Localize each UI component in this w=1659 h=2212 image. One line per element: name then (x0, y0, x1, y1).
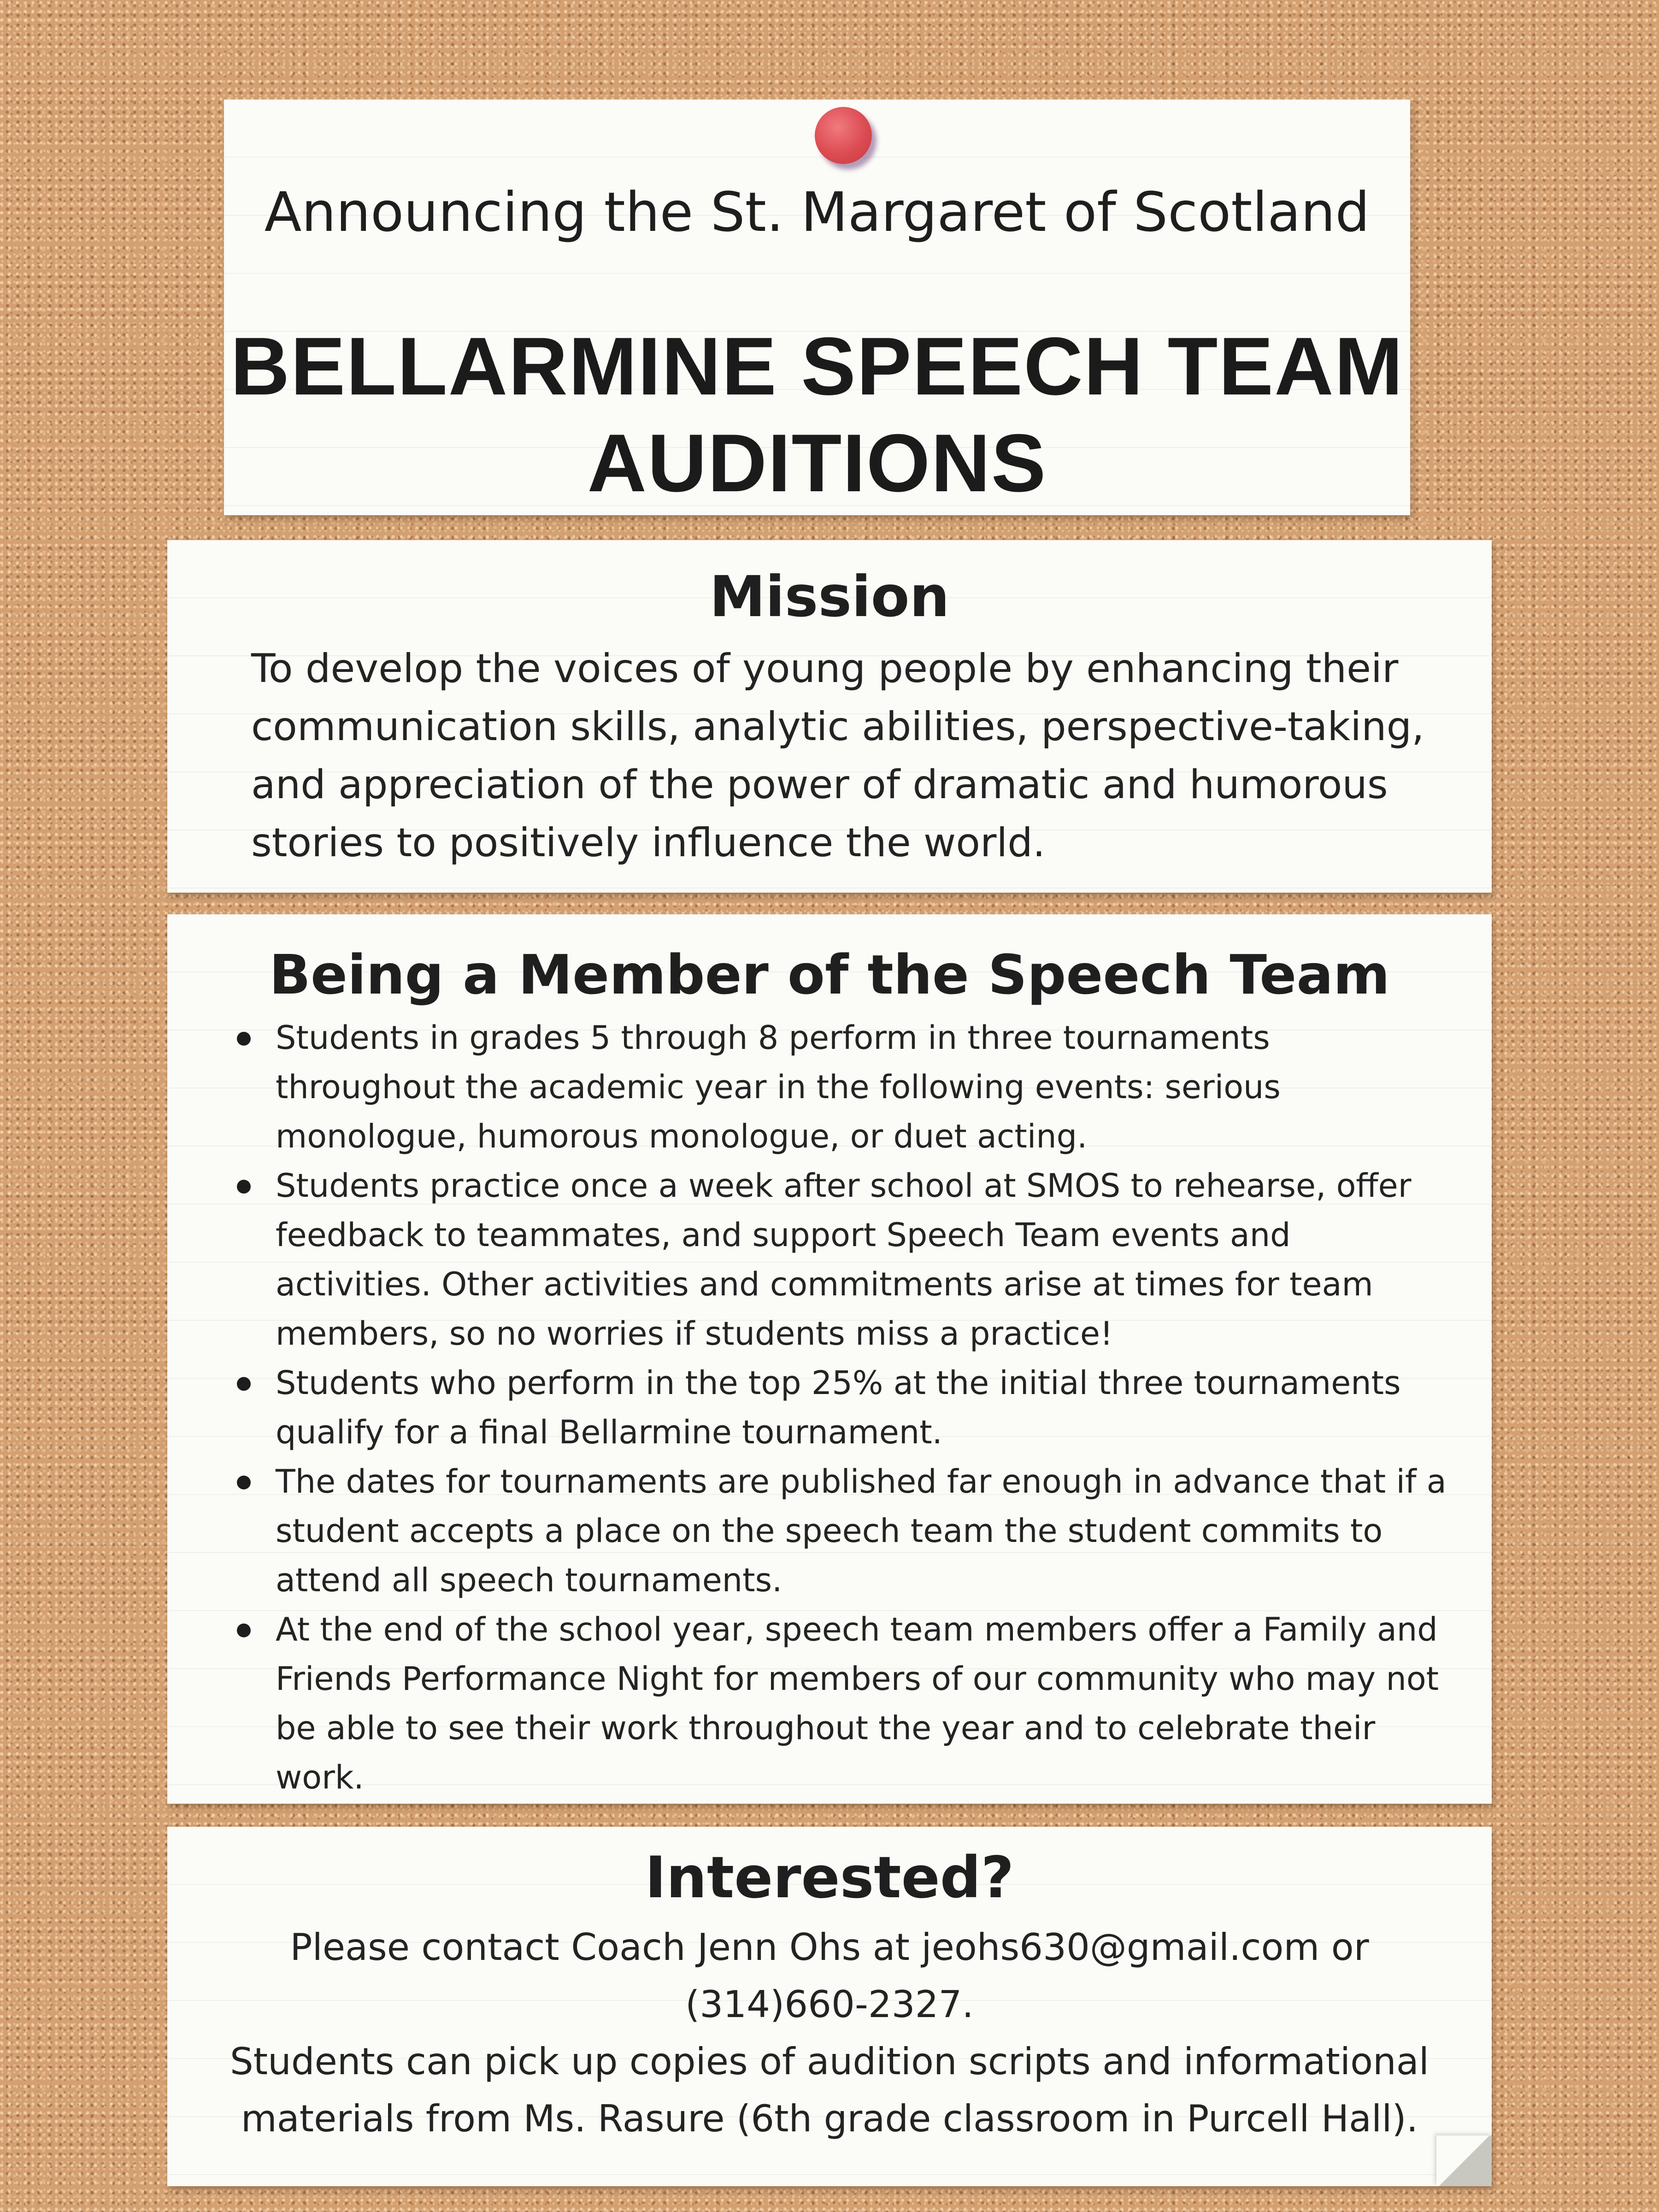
email-link[interactable]: jeohs630@gmail.com (921, 1926, 1320, 1969)
pickup-info: Students can pick up copies of audition scripts and informational materials from Ms. Rasure (6th grade classroom in Purcell Hall). (230, 2040, 1429, 2140)
contact-prefix: Please contact Coach Jenn Ohs at (290, 1926, 922, 1969)
contact-info (167, 1919, 1492, 2147)
announcement-subtitle: Announcing the St. Margaret of Scotland (264, 180, 1370, 244)
list-item: Students who perform in the top 25% at the initial three tournaments qualify for a final Bellarmine tournament. (276, 1359, 1455, 1457)
list-item: The dates for tournaments are published far enough in advance that if a student accepts a place on the speech team the student commits to attend all speech tournaments. (276, 1457, 1455, 1605)
phone-number[interactable]: (314)660-2327. (685, 1983, 974, 2026)
page-title: BELLARMINE SPEECH TEAM AUDITIONS (230, 320, 1404, 509)
list-item: Students practice once a week after school at SMOS to rehearse, offer feedback to teammates, and support Speech Team events and activities. Other activities and commitments arise at times for team members, so no worries if students miss a practice! (276, 1161, 1455, 1359)
mission-statement: To develop the voices of young people by enhancing their communication skills, analytic abilities, perspective-taking, and appreciation of the power of dramatic and humorous stories to positively influence the world. (251, 646, 1424, 866)
list-item: Students in grades 5 through 8 perform in three tournaments throughout the academic year in the following events: serious monologue, humorous monologue, or duet acting. (276, 1013, 1455, 1161)
member-heading: Being a Member of the Speech Team (269, 943, 1390, 1006)
mission-heading: Mission (709, 564, 950, 629)
contact-or: or (1319, 1926, 1369, 1969)
red-push-pin-icon (815, 107, 872, 164)
interested-heading: Interested? (645, 1845, 1014, 1911)
list-item: At the end of the school year, speech team members offer a Family and Friends Performance Night for members of our community who may not be able to see their work throughout the year and to celebrate their work. (276, 1605, 1455, 1802)
member-bullet-list (276, 1013, 1455, 1802)
